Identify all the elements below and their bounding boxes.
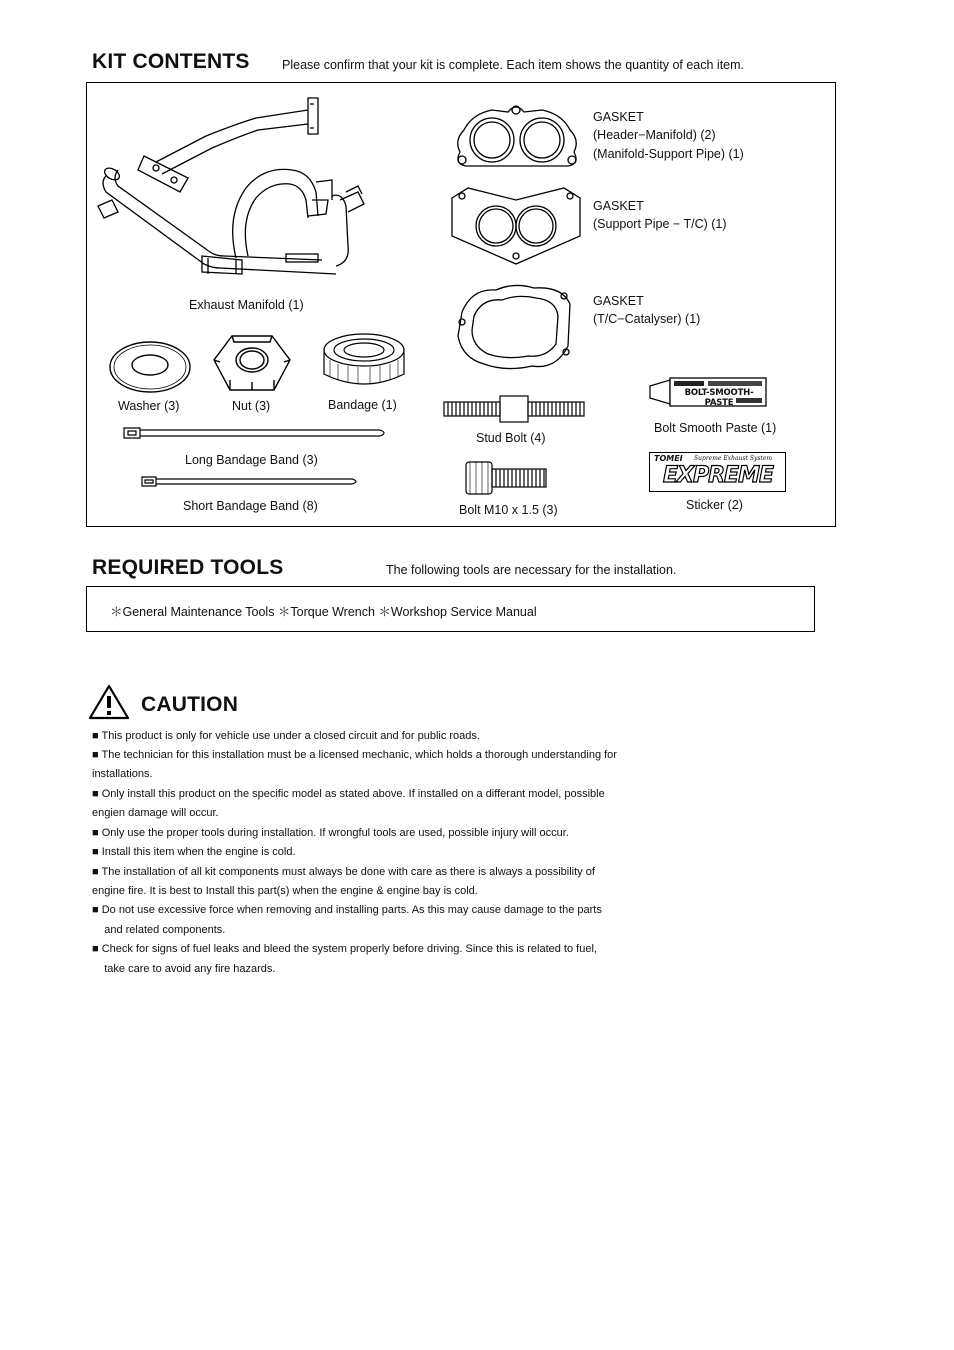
gasket3-title: GASKET (593, 294, 644, 308)
caution-line: engine fire. It is best to Install this part(s) when the engine & engine bay is cold. (92, 885, 478, 897)
caution-line: ■ Only use the proper tools during installation. If wrongful tools are used, possible injury will occur. (92, 827, 569, 839)
bolt-smooth-paste-label: Bolt Smooth Paste (1) (654, 421, 777, 435)
caution-line: ■ Check for signs of fuel leaks and bleed the system properly before driving. Since this is related to fuel, (92, 943, 597, 955)
stud-bolt-image (442, 394, 586, 424)
bolt-m10-label: Bolt M10 x 1.5 (3) (459, 503, 558, 517)
washer-image (108, 340, 192, 394)
gasket1-line2: (Header−Manifold) (2) (593, 128, 716, 142)
sticker-brand: TOMEI (654, 454, 683, 463)
kit-contents-heading: KIT CONTENTS (92, 50, 250, 73)
gasket3-line2: (T/C−Catalyser) (1) (593, 312, 701, 326)
bandage-label: Bandage (1) (328, 398, 397, 412)
gasket-header-manifold-image (452, 100, 582, 172)
sticker-tagline: Supreme Exhaust System (694, 455, 773, 462)
nut-image (212, 332, 292, 394)
bandage-image (322, 332, 406, 392)
caution-line: ■ Install this item when the engine is cold. (92, 846, 296, 858)
caution-line: ■ Do not use excessive force when removing and installing parts. As this may cause damage to the parts (92, 904, 602, 916)
required-tools-list: ＊General Maintenance Tools ＊Torque Wrench ＊Workshop Service Manual (110, 605, 537, 619)
gasket2-line2: (Support Pipe − T/C) (1) (593, 217, 727, 231)
long-bandage-band-label: Long Bandage Band (3) (185, 453, 318, 467)
short-bandage-band-label: Short Bandage Band (8) (183, 499, 318, 513)
exhaust-manifold-label: Exhaust Manifold (1) (189, 298, 304, 312)
gasket-support-pipe-image (450, 186, 582, 266)
gasket2-title: GASKET (593, 199, 644, 213)
long-bandage-band-image (122, 426, 390, 440)
gasket-tc-catalyser-image (454, 282, 576, 372)
gasket1-line3: (Manifold-Support Pipe) (1) (593, 147, 744, 161)
nut-label: Nut (3) (232, 399, 271, 413)
caution-line: installations. (92, 768, 153, 780)
sticker-text: EXPREME (662, 463, 773, 488)
caution-line: ■ The technician for this installation must be a licensed mechanic, which holds a thorough understanding for (92, 749, 617, 761)
caution-line: ■ The installation of all kit components must always be done with care as there is always a possibility of (92, 866, 595, 878)
kit-contents-intro: Please confirm that your kit is complete. Each item shows the quantity of each item. (282, 58, 745, 72)
required-tools-intro: The following tools are necessary for the installation. (386, 563, 677, 577)
required-tools-heading: REQUIRED TOOLS (92, 556, 284, 579)
warning-icon (88, 684, 130, 720)
stud-bolt-label: Stud Bolt (4) (476, 431, 546, 445)
bolt-smooth-paste-image (648, 376, 768, 408)
caution-line: ■ Only install this product on the specific model as stated above. If installed on a differant model, possible (92, 788, 605, 800)
caution-line: and related components. (92, 924, 226, 936)
short-bandage-band-image (140, 476, 362, 488)
sticker-label: Sticker (2) (686, 498, 743, 512)
caution-line: take care to avoid any fire hazards. (92, 963, 276, 975)
washer-label: Washer (3) (118, 399, 180, 413)
paste-tube-text: BOLT-SMOOTH-PASTE (684, 388, 754, 408)
bolt-m10-image (464, 460, 548, 496)
sticker-image (649, 452, 786, 492)
caution-line: engien damage will occur. (92, 807, 219, 819)
exhaust-manifold-image (96, 96, 366, 286)
caution-heading: CAUTION (141, 693, 239, 716)
caution-line: ■ This product is only for vehicle use under a closed circuit and for public roads. (92, 730, 480, 742)
gasket1-title: GASKET (593, 110, 644, 124)
